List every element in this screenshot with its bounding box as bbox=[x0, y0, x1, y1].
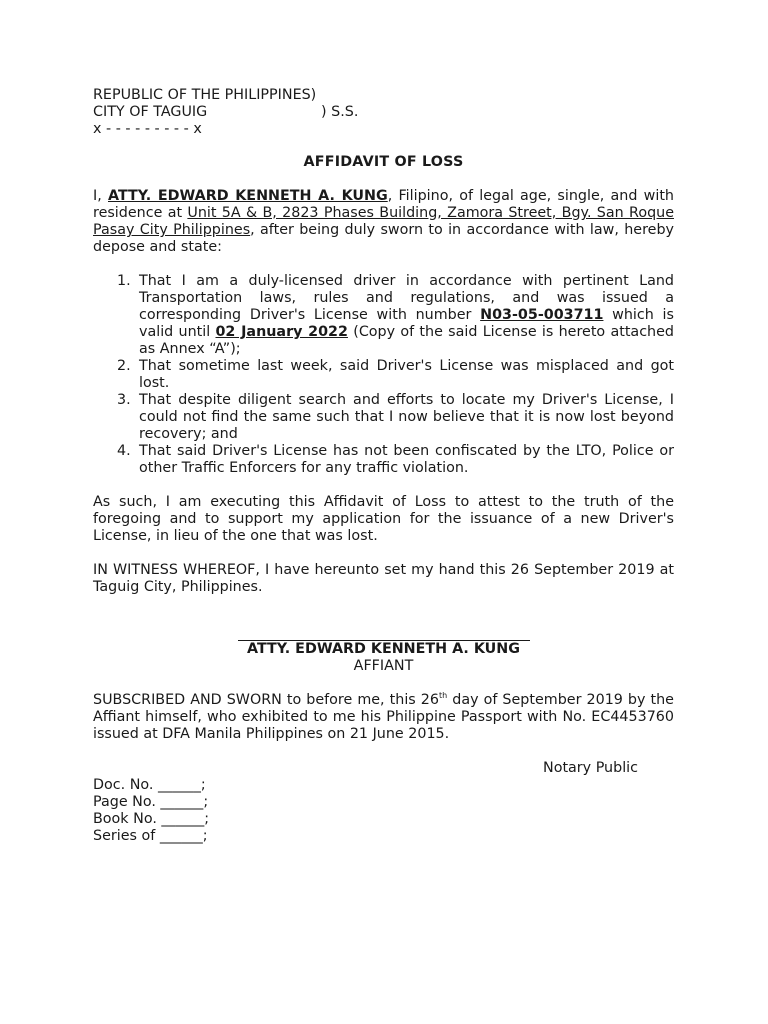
list-item bbox=[93, 273, 674, 358]
page-number-line: Page No. ______; bbox=[93, 794, 209, 810]
item-number: 1. bbox=[117, 273, 131, 289]
list-item bbox=[93, 443, 674, 477]
item-text: That sometime last week, said Driver's License was misplaced and got lost. bbox=[139, 358, 674, 391]
signatory-name: ATTY. EDWARD KENNETH A. KUNG bbox=[247, 641, 520, 657]
ordinal-suffix: th bbox=[438, 691, 448, 701]
item-number: 2. bbox=[117, 358, 131, 374]
caption-city-name: CITY OF TAGUIG bbox=[93, 104, 208, 120]
series-line: Series of ______; bbox=[93, 828, 208, 844]
list-item bbox=[93, 358, 674, 392]
intro-paragraph bbox=[93, 188, 674, 256]
notary-public-label: Notary Public bbox=[543, 760, 639, 776]
purpose-paragraph: As such, I am executing this Affidavit of Loss to attest to the truth of the foregoing and to support my application for the issuance of a new Driver's License, in lieu of the one that was lost. bbox=[93, 494, 674, 544]
signatory-role: AFFIANT bbox=[353, 658, 414, 674]
caption-separator: x - - - - - - - - - x bbox=[93, 121, 202, 137]
intro-mid: , Filipino, of legal age, single, and with residence at bbox=[93, 188, 674, 221]
witness-paragraph: IN WITNESS WHEREOF, I have hereunto set my hand this 26 September 2019 at Taguig City, Philippines. bbox=[93, 562, 674, 595]
license-number: N03-05-003711 bbox=[480, 307, 604, 323]
venue-caption bbox=[93, 87, 674, 138]
item-text: That said Driver's License has not been confiscated by the LTO, Police or other Traffic Enforcers for any traffic violation. bbox=[139, 443, 674, 476]
caption-city bbox=[93, 104, 674, 121]
affiant-name: ATTY. EDWARD KENNETH A. KUNG bbox=[108, 188, 388, 204]
item-text: which is valid until bbox=[139, 307, 674, 340]
jurat-paragraph bbox=[93, 692, 674, 743]
item-number: 4. bbox=[117, 443, 131, 459]
jurat-text: SUBSCRIBED AND SWORN to before me, this 26 bbox=[93, 692, 439, 708]
residence-address: Unit 5A & B, 2823 Phases Building, Zamora Street, Bgy. San Roque Pasay City Philippines bbox=[93, 205, 674, 238]
item-text: That despite diligent search and efforts to locate my Driver's License, I could not find the same such that I now believe that it is now lost beyond recovery; and bbox=[139, 392, 674, 442]
caption-republic: REPUBLIC OF THE PHILIPPINES) bbox=[93, 87, 317, 103]
affidavit-document bbox=[93, 87, 674, 845]
list-item bbox=[93, 392, 674, 443]
doc-number-line: Doc. No. ______; bbox=[93, 777, 206, 793]
license-validity-date: 02 January 2022 bbox=[215, 324, 348, 340]
statement-list bbox=[93, 273, 674, 477]
book-number-line: Book No. ______; bbox=[93, 811, 210, 827]
intro-prefix: I, bbox=[93, 188, 108, 204]
item-text: (Copy of the said License is hereto attached as Annex “A”); bbox=[139, 324, 674, 357]
jurat-text: day of September 2019 by the Affiant himself, who exhibited to me his Philippine Passport with No. EC4453760 issued at DFA Manila Philippines on 21 June 2015. bbox=[93, 692, 674, 742]
caption-ss: ) S.S. bbox=[321, 104, 359, 120]
notarial-register bbox=[93, 777, 674, 845]
item-number: 3. bbox=[117, 392, 131, 408]
item-text: That I am a duly-licensed driver in accordance with pertinent Land Transportation laws, rules and regulations, and was issued a corresponding Driver's License with number bbox=[139, 273, 674, 323]
document-title: AFFIDAVIT OF LOSS bbox=[303, 154, 464, 170]
intro-suffix: , after being duly sworn to in accordance with law, hereby depose and state: bbox=[93, 222, 674, 255]
